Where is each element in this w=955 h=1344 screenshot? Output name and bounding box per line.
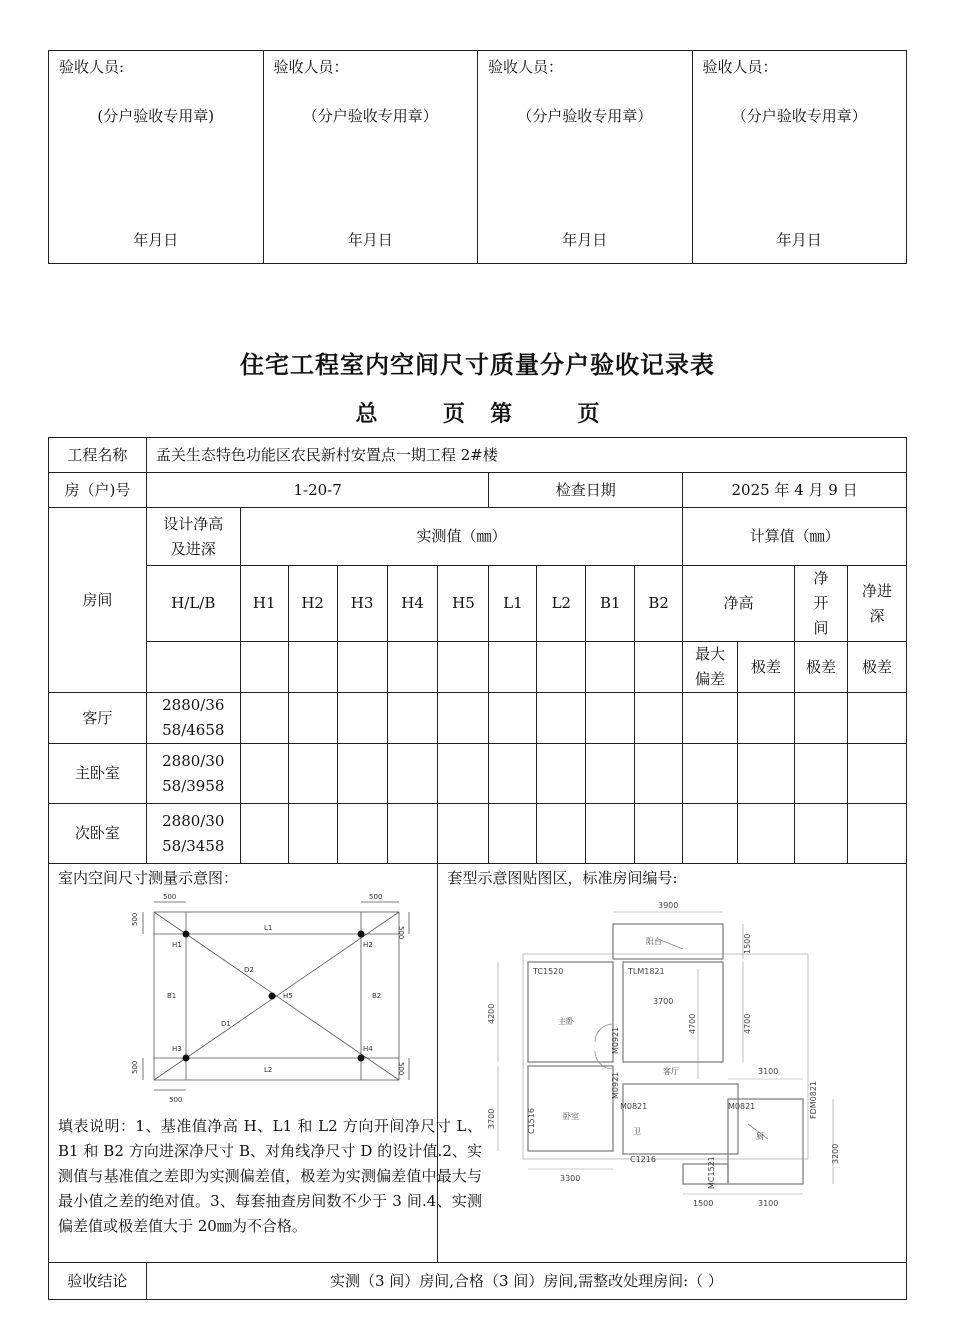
col-header: B1 (586, 566, 635, 642)
total-label: 总 (355, 402, 378, 427)
fp-dim: 3700 (487, 1108, 497, 1129)
col-header: H4 (387, 566, 438, 642)
room-name: 主卧室 (49, 744, 147, 804)
room-design: 2880/3058/3458 (146, 804, 240, 864)
empty-cell (586, 642, 635, 693)
hlb-header: H/L/B (146, 566, 240, 642)
range-header: 极差 (738, 642, 795, 693)
col-header: H3 (337, 566, 387, 642)
empty-cell (635, 642, 683, 693)
signature-box (478, 51, 693, 264)
fp-room: 主卧 (558, 1017, 575, 1026)
house-label: 房（户)号 (49, 473, 147, 508)
col-header: B2 (635, 566, 683, 642)
conclusion-value: 实测（3 间）房间,合格（3 间）房间,需整改处理房间:（ ） (146, 1263, 906, 1300)
signature-box (49, 51, 264, 264)
date-text: 年月日 (776, 231, 822, 249)
d2-label: D2 (244, 966, 254, 974)
diagram-title: 室内空间尺寸测量示意图： (58, 869, 239, 887)
fp-dim: 3100 (758, 1199, 779, 1208)
signature-table (48, 50, 907, 264)
col-header: H1 (240, 566, 288, 642)
project-name: 孟关生态特色功能区农民新村安置点一期工程 2#楼 (146, 438, 906, 473)
fp-dim: 3300 (560, 1174, 581, 1183)
fp-dim: 4700 (743, 1013, 753, 1034)
computed-header: 计算值（㎜） (683, 508, 907, 566)
dim-label: 500 (131, 912, 139, 926)
col-header: L1 (489, 566, 537, 642)
stamp-text: （分户验收专用章） (302, 107, 438, 125)
signature-box (692, 51, 907, 264)
stamp-text: （分户验收专用章） (517, 107, 653, 125)
h1-label: H1 (172, 941, 182, 949)
fp-window: TC1520 (533, 967, 564, 976)
fp-dim: 3100 (758, 1067, 779, 1076)
fp-dim: 3200 (831, 1143, 841, 1164)
net-open-header: 净开间 (795, 566, 848, 642)
page-label: 页 (577, 402, 600, 427)
l2-label: L2 (264, 1066, 273, 1074)
floorplan-cell (438, 864, 907, 1263)
dim-label: 500 (163, 893, 177, 901)
empty-cell (537, 642, 586, 693)
check-date-value: 2025 年 4 月 9 日 (683, 473, 907, 508)
date-text: 年月日 (347, 231, 393, 249)
fp-dim: 1500 (743, 933, 753, 954)
fp-window: C1216 (630, 1155, 657, 1164)
conclusion-label: 验收结论 (49, 1263, 147, 1300)
stamp-text: (分户验收专用章) (97, 107, 215, 125)
floorplan-image (458, 894, 841, 1209)
house-number: 1-20-7 (146, 473, 489, 508)
fp-dim: 3900 (658, 901, 679, 910)
room-design: 2880/3658/4658 (146, 693, 240, 744)
empty-cell (146, 642, 240, 693)
h2-label: H2 (363, 941, 373, 949)
fp-door: M0821 (728, 1102, 756, 1111)
fp-room: 厨 (756, 1132, 765, 1141)
net-depth-header: 净进深 (847, 566, 906, 642)
design-header: 设计净高及进深 (146, 508, 240, 566)
record-table (48, 437, 907, 1300)
inspector-label: 验收人员: (59, 58, 125, 76)
col-header: L2 (537, 566, 586, 642)
empty-cell (438, 642, 489, 693)
diagram-cell (49, 864, 482, 1263)
h4-label: H4 (363, 1045, 373, 1053)
date-text: 年月日 (133, 231, 179, 249)
di-label: 第 (490, 402, 513, 427)
date-text: 年月日 (562, 231, 608, 249)
room-header: 房间 (49, 508, 147, 693)
range-header: 极差 (795, 642, 848, 693)
project-label: 工程名称 (49, 438, 147, 473)
room-name: 客厅 (49, 693, 147, 744)
dim-label: 500 (397, 1062, 405, 1076)
fp-room: 卧室 (563, 1112, 580, 1121)
fp-dim: 4700 (688, 1013, 698, 1034)
fp-room: 阳台 (646, 937, 663, 946)
empty-cell (240, 642, 288, 693)
page-counter (0, 397, 955, 428)
col-header: H2 (288, 566, 337, 642)
fp-window: MC1521 (707, 1156, 717, 1189)
signature-box (263, 51, 478, 264)
h5-label: H5 (283, 992, 293, 1000)
dim-label: 500 (369, 893, 383, 901)
room-name: 次卧室 (49, 804, 147, 864)
fp-room: 卫 (633, 1127, 642, 1136)
col-header: H5 (438, 566, 489, 642)
inspector-label: 验收人员： (702, 58, 778, 76)
max-dev-header: 最大偏差 (683, 642, 738, 693)
fp-room: 客厅 (663, 1067, 680, 1076)
measured-header: 实测值（㎜） (240, 508, 682, 566)
empty-cell (288, 642, 337, 693)
floorplan-title: 套型示意图贴图区，标准房间编号: (447, 869, 678, 887)
d1-label: D1 (221, 1020, 231, 1028)
stamp-text: （分户验收专用章） (731, 107, 867, 125)
b2-label: B2 (372, 992, 382, 1000)
range-header: 极差 (847, 642, 906, 693)
fp-door: TLM1821 (628, 967, 666, 976)
net-height-header: 净高 (683, 566, 795, 642)
fp-door: M0921 (611, 1071, 621, 1099)
fill-instructions: 填表说明：1、基准值净高 H、L1 和 L2 方向开间净尺寸 L、B1 和 B2 方向进深净尺寸 B、对角线净尺寸 D 的设计值.2、实测值与基准值之差即为实测偏差值，极差为实测偏差值中最大与最小值之差的绝对值。3、每套抽查房间数不少于 3 间.4、实测偏差值或极差值大于 20㎜为不合格。 (58, 1117, 482, 1235)
inspector-label: 验收人员： (273, 58, 349, 76)
measurement-diagram (129, 890, 429, 1105)
inspector-label: 验收人员： (488, 58, 564, 76)
dim-label: 500 (397, 926, 405, 940)
fp-door: FDM0821 (809, 1080, 819, 1119)
empty-cell (489, 642, 537, 693)
fp-dim: 1500 (693, 1199, 714, 1208)
empty-cell (337, 642, 387, 693)
fp-dim: 4200 (487, 1003, 497, 1024)
page-label: 页 (442, 402, 465, 427)
page-title: 住宅工程室内空间尺寸质量分户验收记录表 (240, 351, 715, 379)
fp-door: M0821 (620, 1102, 648, 1111)
dim-label: 500 (169, 1096, 183, 1104)
fp-door: M0921 (611, 1026, 621, 1054)
empty-cell (387, 642, 438, 693)
b1-label: B1 (167, 992, 177, 1000)
fp-window: C1516 (527, 1108, 537, 1134)
check-date-label: 检查日期 (489, 473, 683, 508)
dim-label: 500 (131, 1060, 139, 1074)
l1-label: L1 (264, 924, 273, 932)
h3-label: H3 (172, 1045, 182, 1053)
fp-dim: 3700 (653, 997, 674, 1006)
room-design: 2880/3058/3958 (146, 744, 240, 804)
